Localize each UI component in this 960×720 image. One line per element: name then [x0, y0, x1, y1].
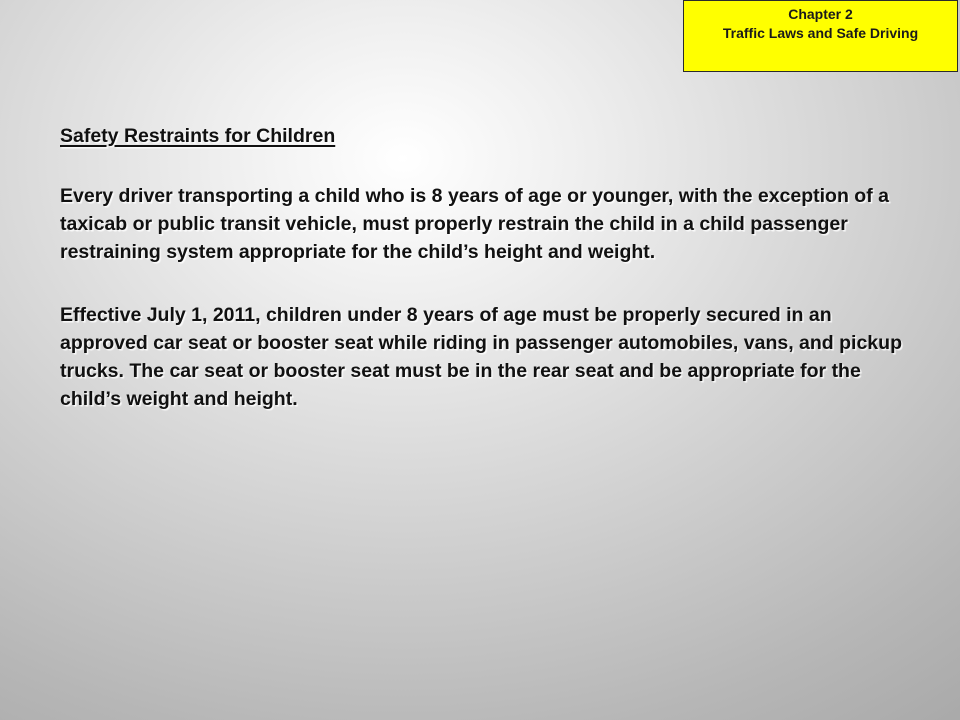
- slide-content: [60, 122, 905, 413]
- chapter-label-box: [683, 0, 958, 72]
- chapter-number: Chapter 2: [788, 6, 853, 22]
- chapter-title: Traffic Laws and Safe Driving: [722, 25, 919, 41]
- section-heading: Safety Restraints for Children: [60, 125, 336, 147]
- paragraph-child-restraint-rule: Every driver transporting a child who is 8 years of age or younger, with the exception of a taxicab or public transit vehicle, must properly restrain the child in a child passenger restraining system appropriate for the child’s height and weight.: [60, 185, 889, 263]
- paragraph-effective-date-rule: Effective July 1, 2011, children under 8 years of age must be properly secured in an approved car seat or booster seat while riding in passenger automobiles, vans, and pickup trucks. The car seat or booster seat must be in the rear seat and be appropriate for the child’s weight and height.: [60, 304, 902, 410]
